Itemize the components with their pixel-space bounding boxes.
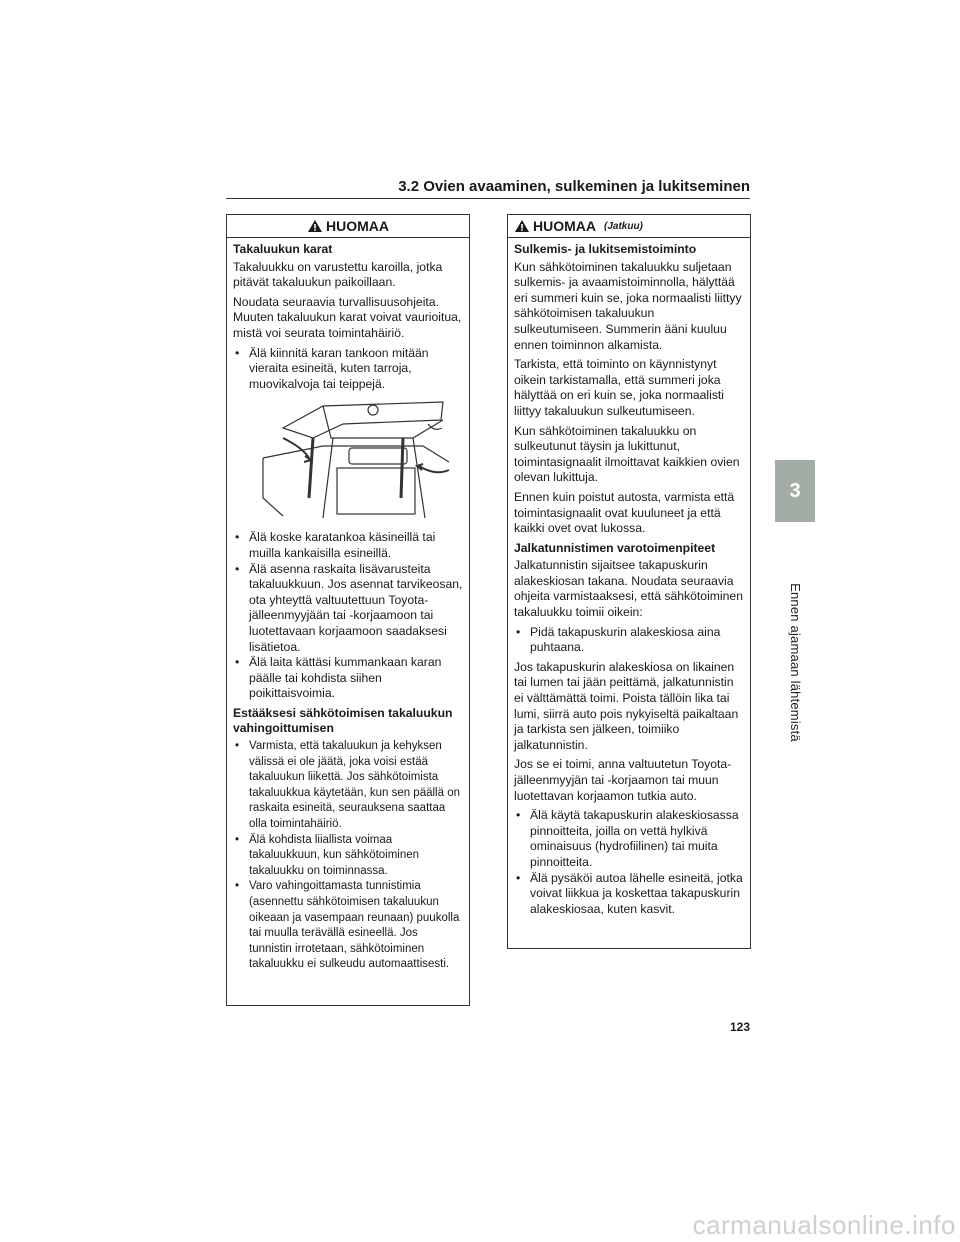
page-number: 123 <box>729 1020 750 1034</box>
list-item: • Varmista, että takaluukun ja kehyksen välissä ei ole jäätä, joka voisi estää takaluukun liikettä. Jos sähkötoimista takaluukkua käytetään, kun sen päällä on raskaita esineitä, seurauksena saattaa olla toimintahäiriö. <box>233 739 463 833</box>
caution-title: HUOMAA <box>533 218 596 234</box>
list-item: • Älä koske karatankoa käsineillä tai muilla kankaisilla esineillä. <box>233 530 463 561</box>
paragraph: Takaluukku on varustettu karoilla, jotka pitävät takaluukun paikoillaan. <box>233 259 443 290</box>
subheading-hinges: Takaluukun karat <box>233 242 333 256</box>
chapter-title-text: Ennen ajamaan lähtemistä <box>787 582 803 742</box>
section-header: 3.2 Ovien avaaminen, sulkeminen ja lukitseminen <box>398 178 750 195</box>
list-item: • Älä käytä takapuskurin alakeskiosassa pinnoitteita, joilla on vettä hylkivä ominaisuus (hydrofiilinen) tai muita pinnoitteita. <box>514 808 744 870</box>
subheading-prevent-damage: Estääksesi sähkötoimisen takaluukun vahingoittumisen <box>233 705 453 736</box>
warning-triangle-icon <box>514 219 530 233</box>
bullet-list <box>233 346 463 393</box>
chapter-tab-title <box>763 522 827 802</box>
subheading-foot-sensor: Jalkatunnistimen varotoimenpiteet <box>514 540 716 555</box>
caution-box-left <box>226 214 470 1006</box>
bullet-list <box>233 530 463 702</box>
list-item: • Älä asenna raskaita lisävarusteita takaluukkuun. Jos asennat tarvikeosan, ota yhteyttä valtuutettuun Toyota-jälleenmyyjään tai -korjaamoon tai luotettavaan korjaamoon saadaksesi lisätietoa. <box>233 562 463 656</box>
caution-box-header <box>508 215 750 238</box>
list-item: • Älä pysäköi autoa lähelle esineitä, jotka voivat liikkua ja koskettaa takapuskurin alakeskiosaa, kuten kasvit. <box>514 871 744 918</box>
paragraph: Kun sähkötoiminen takaluukku on sulkeutunut täysin ja lukittunut, toimintasignaalit ilmoittavat kaikkien ovien olevan lukittuja. <box>514 423 740 485</box>
bullet-list <box>514 625 744 656</box>
bullet-list <box>233 739 463 973</box>
chapter-tab-number: 3 <box>775 460 815 522</box>
header-rule <box>226 198 750 199</box>
list-item: • Pidä takapuskurin alakeskiosa aina puhtaana. <box>514 625 744 656</box>
paragraph: Jos takapuskurin alakeskiosa on likainen tai lumen tai jään peittämä, jalkatunnistin ei välttämättä toimi. Poista tällöin lika tai lumi, siirrä auto pois nykyiseltä paikaltaan ja tarkista sen jälkeen, toimiiko jalkatunnistin. <box>514 659 739 752</box>
list-item: • Älä laita kättäsi kummankaan karan päälle tai kohdista siihen poikittaisvoimia. <box>233 655 463 702</box>
subheading-closing-locking: Sulkemis- ja lukitsemistoiminto <box>514 242 697 256</box>
tailgate-strut-illustration <box>253 398 453 522</box>
list-item: • Älä kiinnitä karan tankoon mitään vieraita esineitä, kuten tarroja, muovikalvoja tai teippejä. <box>233 346 463 393</box>
bullet-list <box>514 808 744 917</box>
caution-title: HUOMAA <box>326 218 389 234</box>
paragraph: Tarkista, että toiminto on käynnistynyt oikein tarkistamalla, että summeri joka hälyttää on eri kuin se, joka normaalisti liittyy takaluukun sulkeutumiseen. <box>514 357 725 418</box>
caution-box-header <box>227 215 469 238</box>
continued-label: (Jatkuu) <box>604 220 643 232</box>
watermark: carmanualsonline.info <box>692 1210 956 1240</box>
paragraph: Jalkatunnistin sijaitsee takapuskurin alakeskiosan takana. Noudata seuraavia ohjeita varmistaaksesi, että sähkötoiminen takaluukku toimii oikein: <box>514 558 743 620</box>
warning-triangle-icon <box>307 219 323 233</box>
paragraph: Jos se ei toimi, anna valtuutetun Toyota-jälleenmyyjän tai -korjaamon tai muun luotettavan korjaamon tutkia auto. <box>514 757 732 803</box>
caution-box-right <box>507 214 751 949</box>
paragraph: Kun sähkötoiminen takaluukku suljetaan sulkemis- ja avaamistoiminnolla, hälyttää eri summeri kuin se, joka normaalisti liittyy sähkötoimisen takaluukun sulkeutumiseen. Summerin ääni kuuluu ennen toiminnon alkamista. <box>514 259 742 352</box>
list-item: • Älä kohdista liiallista voimaa takaluukkuun, kun sähkötoiminen takaluukku on toiminnassa. <box>233 833 463 880</box>
paragraph: Noudata seuraavia turvallisuusohjeita. Muuten takaluukun karat voivat vaurioitua, mistä voi seurata toimintahäiriö. <box>233 294 462 340</box>
list-item: • Varo vahingoittamasta tunnistimia (asennettu sähkötoimisen takaluukun oikeaan ja vasempaan reunaan) puukolla tai muulla terävällä esineellä. Jos tunnistin irrotetaan, sähkötoiminen takaluukku ei sulkeudu automaattisesti. <box>233 879 463 973</box>
paragraph: Ennen kuin poistut autosta, varmista että toimintasignaalit ovat kuuluneet ja että kaikki ovet ovat lukossa. <box>514 489 735 536</box>
